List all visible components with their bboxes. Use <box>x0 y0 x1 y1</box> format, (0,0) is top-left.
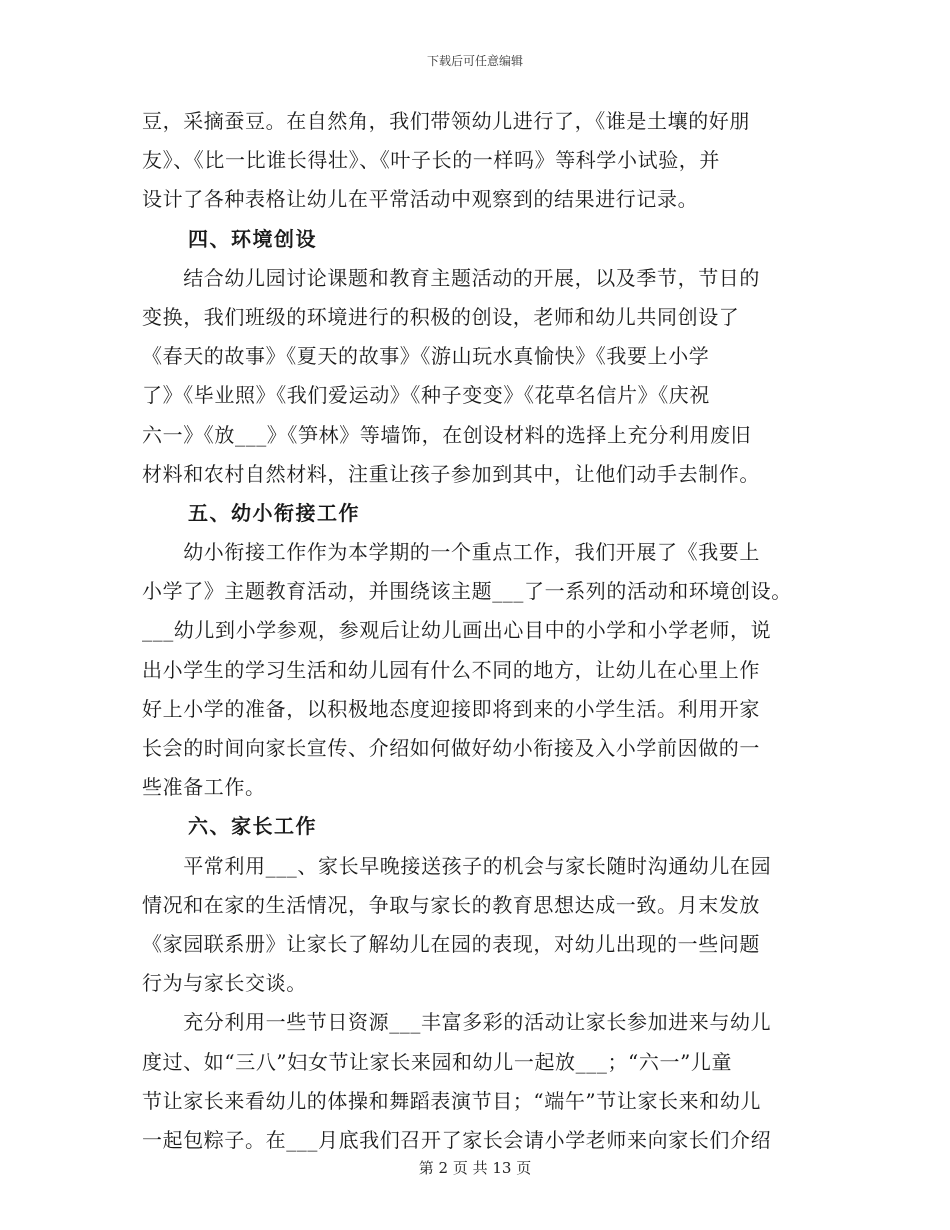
page-header: 下载后可任意编辑 <box>426 54 523 68</box>
document-body <box>142 102 812 1160</box>
text-line: 结合幼儿园讨论课题和教育主题活动的开展，以及季节，节日的 <box>142 265 760 290</box>
text-line: 充分利用一些节日资源___丰富多彩的活动让家长参加进来与幼儿 <box>142 1010 772 1035</box>
text-line: 好上小学的准备，以积极地态度迎接即将到来的小学生活。利用开家 <box>142 696 760 721</box>
text-line: 友》、《比一比谁长得壮》、《叶子长的一样吗》等科学小试验，并 <box>142 148 720 173</box>
text-line: 节让家长来看幼儿的体操和舞蹈表演节目；“端午”节让家长来和幼儿 <box>142 1088 762 1113</box>
text-line: 小学了》主题教育活动，并围绕该主题___了一系列的活动和环境创设。 <box>142 579 792 604</box>
text-line: 些准备工作。 <box>142 775 266 800</box>
page-footer: 第 2 页 共 13 页 <box>418 1159 532 1177</box>
text-line: 度过、如“三八”妇女节让家长来园和幼儿一起放___；“六一”儿童 <box>142 1049 733 1074</box>
text-line: 幼小衔接工作作为本学期的一个重点工作，我们开展了《我要上 <box>142 540 760 565</box>
text-line: 行为与家长交谈。 <box>142 971 307 996</box>
text-line: 豆，采摘蚕豆。在自然角，我们带领幼儿进行了，《谁是土壤的好朋 <box>142 109 750 133</box>
text-line: 一起包粽子。在___月底我们召开了家长会请小学老师来向家长们介绍 <box>142 1127 772 1152</box>
text-line: 六一》《放___》《笋林》等墙饰，在创设材料的选择上充分利用废旧 <box>142 422 752 447</box>
text-line: 出小学生的学习生活和幼儿园有什么不同的地方，让幼儿在心里上作 <box>142 657 760 682</box>
text-line: 情况和在家的生活情况，争取与家长的教育思想达成一致。月末发放 <box>142 892 760 917</box>
text-line: 《春天的故事》《夏天的故事》《游山玩水真愉快》《我要上小学 <box>142 344 710 369</box>
section-heading: 五、幼小衔接工作 <box>188 500 360 525</box>
text-line: 设计了各种表格让幼儿在平常活动中观察到的结果进行记录。 <box>142 187 699 212</box>
section-heading: 四、环境创设 <box>188 226 317 251</box>
text-line: 《家园联系册》让家长了解幼儿在园的表现，对幼儿出现的一些问题 <box>142 931 760 956</box>
text-line: ___幼儿到小学参观，参观后让幼儿画出心目中的小学和小学老师，说 <box>142 618 772 643</box>
text-line: 平常利用___、家长早晚接送孩子的机会与家长随时沟通幼儿在园 <box>142 853 772 878</box>
text-line: 长会的时间向家长宣传、介绍如何做好幼小衔接及入小学前因做的一 <box>142 736 760 760</box>
text-line: 了》《毕业照》《我们爱运动》《种子变变》《花草名信片》《庆祝 <box>142 383 710 408</box>
text-line: 材料和农村自然材料，注重让孩子参加到其中，让他们动手去制作。 <box>142 461 760 486</box>
text-line: 变换，我们班级的环境进行的积极的创设，老师和幼儿共同创设了 <box>142 304 740 329</box>
section-heading: 六、家长工作 <box>188 814 317 839</box>
